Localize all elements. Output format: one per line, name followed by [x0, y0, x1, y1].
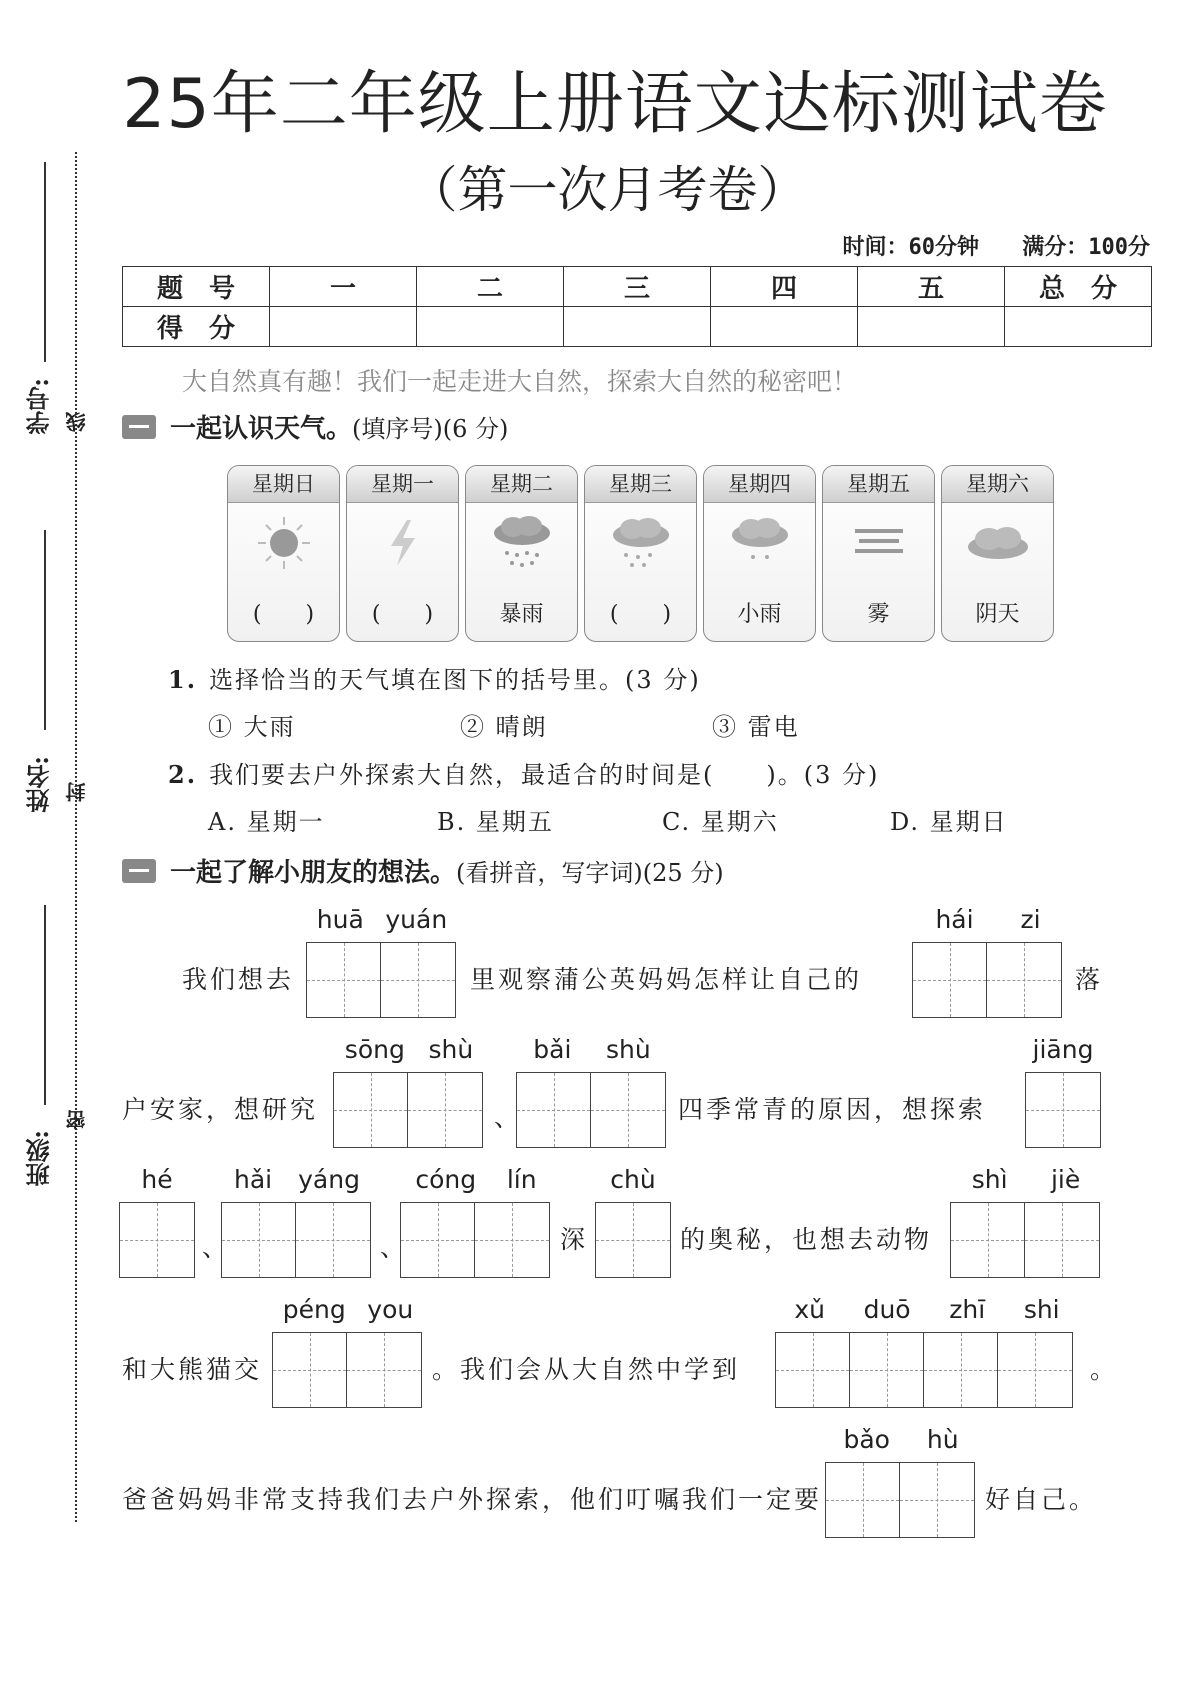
- name-blank: [44, 530, 46, 730]
- passage-text: 户安家，想研究: [122, 1095, 319, 1124]
- score-header-cell: 总 分: [1005, 267, 1152, 307]
- passage-punct: 。: [1090, 1355, 1119, 1384]
- section-1-heading: [122, 408, 508, 445]
- pinyin-syllable: huā: [316, 905, 364, 934]
- pinyin-jiang: [1025, 1035, 1101, 1064]
- section-2-title: 一起了解小朋友的想法。: [170, 858, 457, 888]
- writing-grid-haiyang[interactable]: [221, 1202, 371, 1278]
- passage-text: 。我们会从大自然中学到: [432, 1355, 741, 1384]
- name-label: 姓名:: [25, 756, 54, 813]
- score-table-score-row: [123, 307, 1152, 347]
- passage-text: 四季常青的原因，想探索: [678, 1095, 987, 1124]
- pinyin-syllable: jiè: [1050, 1165, 1081, 1194]
- pinyin-syllable: hé: [141, 1165, 173, 1194]
- score-table-header-row: [123, 267, 1152, 307]
- section-2-note: (看拼音，写字词)(25 分): [456, 859, 724, 887]
- exam-time: 时间：60分钟: [842, 235, 979, 260]
- pinyin-syllable: cóng: [415, 1165, 477, 1194]
- exam-subtitle: （第一次月考卷）: [407, 161, 808, 219]
- weather-card-day: 星期二: [466, 466, 577, 503]
- passage-text: 爸爸妈妈非常支持我们去户外探索，他们叮嘱我们一定要: [122, 1485, 823, 1514]
- q2-option[interactable]: B. 星期五: [437, 808, 554, 836]
- pinyin-shijie: [950, 1165, 1102, 1194]
- pinyin-syllable: shù: [428, 1035, 474, 1064]
- pinyin-songshu: [333, 1035, 485, 1064]
- section-1-badge: [122, 415, 156, 439]
- weather-card-day: 星期六: [942, 466, 1053, 503]
- pinyin-haiyang: [221, 1165, 373, 1194]
- weather-card-label: 阴天: [975, 601, 1020, 627]
- question-2-number: 2.: [168, 760, 198, 789]
- q1-option: ① 大雨: [208, 713, 296, 741]
- seal-feng-char: 封: [65, 782, 89, 802]
- writing-grid-he[interactable]: [119, 1202, 195, 1278]
- pinyin-syllable: shù: [605, 1035, 651, 1064]
- section-1-note: (填序号)(6 分): [352, 415, 509, 443]
- pinyin-syllable: hù: [926, 1425, 959, 1454]
- passage-punct: 、: [202, 1233, 231, 1262]
- question-1: [168, 660, 701, 695]
- pinyin-syllable: zi: [1020, 905, 1041, 934]
- heavy-rain-icon: [466, 503, 577, 583]
- pinyin-syllable: yuán: [385, 905, 448, 934]
- pinyin-syllable: péng: [282, 1295, 346, 1324]
- light-rain-icon: [704, 503, 815, 583]
- weather-card-blank[interactable]: ( ): [252, 601, 315, 627]
- weather-cards: [227, 465, 1054, 642]
- passage-text: 的奥秘，也想去动物: [680, 1225, 933, 1254]
- score-header-cell: 一: [270, 267, 417, 307]
- writing-grid-huayuan[interactable]: [306, 942, 456, 1018]
- pinyin-pengyou: [272, 1295, 424, 1324]
- student-id-label: 学号:: [25, 378, 54, 435]
- class-blank: [44, 905, 46, 1105]
- pinyin-he: [119, 1165, 195, 1194]
- exam-meta: [813, 230, 1151, 261]
- rain-icon: [585, 503, 696, 583]
- pinyin-syllable: chù: [610, 1165, 656, 1194]
- section-2-badge: [122, 859, 156, 883]
- weather-card: [465, 465, 578, 642]
- pinyin-baishu: [516, 1035, 668, 1064]
- writing-grid-shijie[interactable]: [950, 1202, 1100, 1278]
- writing-grid-baohu[interactable]: [825, 1462, 975, 1538]
- pinyin-syllable: duō: [863, 1295, 911, 1324]
- passage-punct: 、: [380, 1233, 409, 1262]
- score-row-label: 得 分: [123, 307, 270, 347]
- passage-text: 里观察蒲公英妈妈怎样让自己的: [470, 965, 863, 994]
- weather-card: [703, 465, 816, 642]
- question-2-text: 我们要去户外探索大自然，最适合的时间是( )。(3 分): [209, 761, 880, 789]
- passage-text: 深: [560, 1225, 589, 1254]
- seal-mi-char: 密: [65, 1110, 89, 1130]
- weather-card: [822, 465, 935, 642]
- pinyin-syllable: zhī: [949, 1295, 986, 1324]
- question-1-number: 1.: [168, 665, 198, 694]
- pinyin-syllable: xǔ: [794, 1295, 825, 1324]
- pinyin-syllable: shì: [971, 1165, 1008, 1194]
- pinyin-conglin: [400, 1165, 552, 1194]
- writing-grid-xuduozhishi[interactable]: [775, 1332, 1073, 1408]
- question-2: [168, 755, 879, 790]
- passage-text: 和大熊猫交: [122, 1355, 263, 1384]
- weather-card-day: 星期三: [585, 466, 696, 503]
- q2-option[interactable]: D. 星期日: [890, 808, 1008, 836]
- pinyin-huayuan: [306, 905, 458, 934]
- score-cell[interactable]: [711, 307, 858, 347]
- weather-card: [227, 465, 340, 642]
- fog-icon: [823, 503, 934, 583]
- passage-text: 我们想去: [182, 965, 295, 994]
- pinyin-syllable: jiāng: [1032, 1035, 1094, 1064]
- sun-icon: [228, 503, 339, 583]
- section-1-title: 一起认识天气。: [170, 414, 353, 444]
- passage-text: 落: [1075, 965, 1104, 994]
- score-header-cell: 四: [711, 267, 858, 307]
- weather-card-label: 暴雨: [499, 601, 544, 627]
- writing-grid-chu[interactable]: [595, 1202, 671, 1278]
- cloud-icon: [942, 503, 1053, 583]
- weather-card-blank[interactable]: ( ): [609, 601, 672, 627]
- q1-option: ③ 雷电: [712, 713, 800, 741]
- weather-card: [346, 465, 459, 642]
- seal-dotted-line: [75, 152, 77, 1522]
- score-header-cell: 三: [564, 267, 711, 307]
- q1-option: ② 晴朗: [460, 713, 548, 741]
- pinyin-syllable: you: [367, 1295, 414, 1324]
- weather-card-day: 星期一: [347, 466, 458, 503]
- writing-grid-haizi[interactable]: [912, 942, 1062, 1018]
- intro-text: 大自然真有趣！我们一起走进大自然，探索大自然的秘密吧！: [182, 367, 858, 396]
- pinyin-chu: [595, 1165, 671, 1194]
- pinyin-baohu: [825, 1425, 977, 1454]
- question-1-text: 选择恰当的天气填在图下的括号里。(3 分): [209, 666, 701, 694]
- pinyin-syllable: lín: [506, 1165, 537, 1194]
- writing-grid-jiang[interactable]: [1025, 1072, 1101, 1148]
- passage-punct: 、: [494, 1103, 523, 1132]
- weather-card: [941, 465, 1054, 642]
- weather-card-day: 星期五: [823, 466, 934, 503]
- score-cell[interactable]: [564, 307, 711, 347]
- pinyin-syllable: yáng: [298, 1165, 360, 1194]
- q2-option[interactable]: C. 星期六: [662, 808, 779, 836]
- pinyin-haizi: [912, 905, 1064, 934]
- pinyin-xuduozhishi: [775, 1295, 1079, 1324]
- seal-line-char: 线: [65, 412, 89, 432]
- score-header-cell: 题 号: [123, 267, 270, 307]
- pinyin-syllable: bǎo: [843, 1425, 890, 1454]
- pinyin-syllable: hǎi: [234, 1165, 273, 1194]
- score-table: [122, 266, 1152, 347]
- passage-text: 好自己。: [985, 1485, 1098, 1514]
- writing-grid-songshu[interactable]: [333, 1072, 483, 1148]
- class-label: 班级:: [25, 1130, 54, 1187]
- weather-card-day: 星期四: [704, 466, 815, 503]
- pinyin-syllable: bǎi: [533, 1035, 572, 1064]
- pinyin-syllable: sōng: [344, 1035, 405, 1064]
- exam-title: 25年二年级上册语文达标测试卷: [122, 65, 1108, 144]
- score-cell[interactable]: [1005, 307, 1152, 347]
- exam-full-score: 满分：100分: [1022, 235, 1150, 260]
- score-cell[interactable]: [417, 307, 564, 347]
- score-header-cell: 二: [417, 267, 564, 307]
- weather-card-day: 星期日: [228, 466, 339, 503]
- weather-card-label: 雾: [867, 601, 890, 627]
- weather-card: [584, 465, 697, 642]
- pinyin-syllable: hái: [935, 905, 974, 934]
- weather-card-label: 小雨: [737, 601, 782, 627]
- q2-option[interactable]: A. 星期一: [208, 808, 325, 836]
- pinyin-syllable: shi: [1023, 1295, 1060, 1324]
- writing-grid-pengyou[interactable]: [272, 1332, 422, 1408]
- writing-grid-conglin[interactable]: [400, 1202, 550, 1278]
- section-2-heading: [122, 852, 724, 889]
- writing-grid-baishu[interactable]: [516, 1072, 666, 1148]
- lightning-icon: [347, 503, 458, 583]
- score-header-cell: 五: [858, 267, 1005, 307]
- score-cell[interactable]: [858, 307, 1005, 347]
- score-cell[interactable]: [270, 307, 417, 347]
- weather-card-blank[interactable]: ( ): [371, 601, 434, 627]
